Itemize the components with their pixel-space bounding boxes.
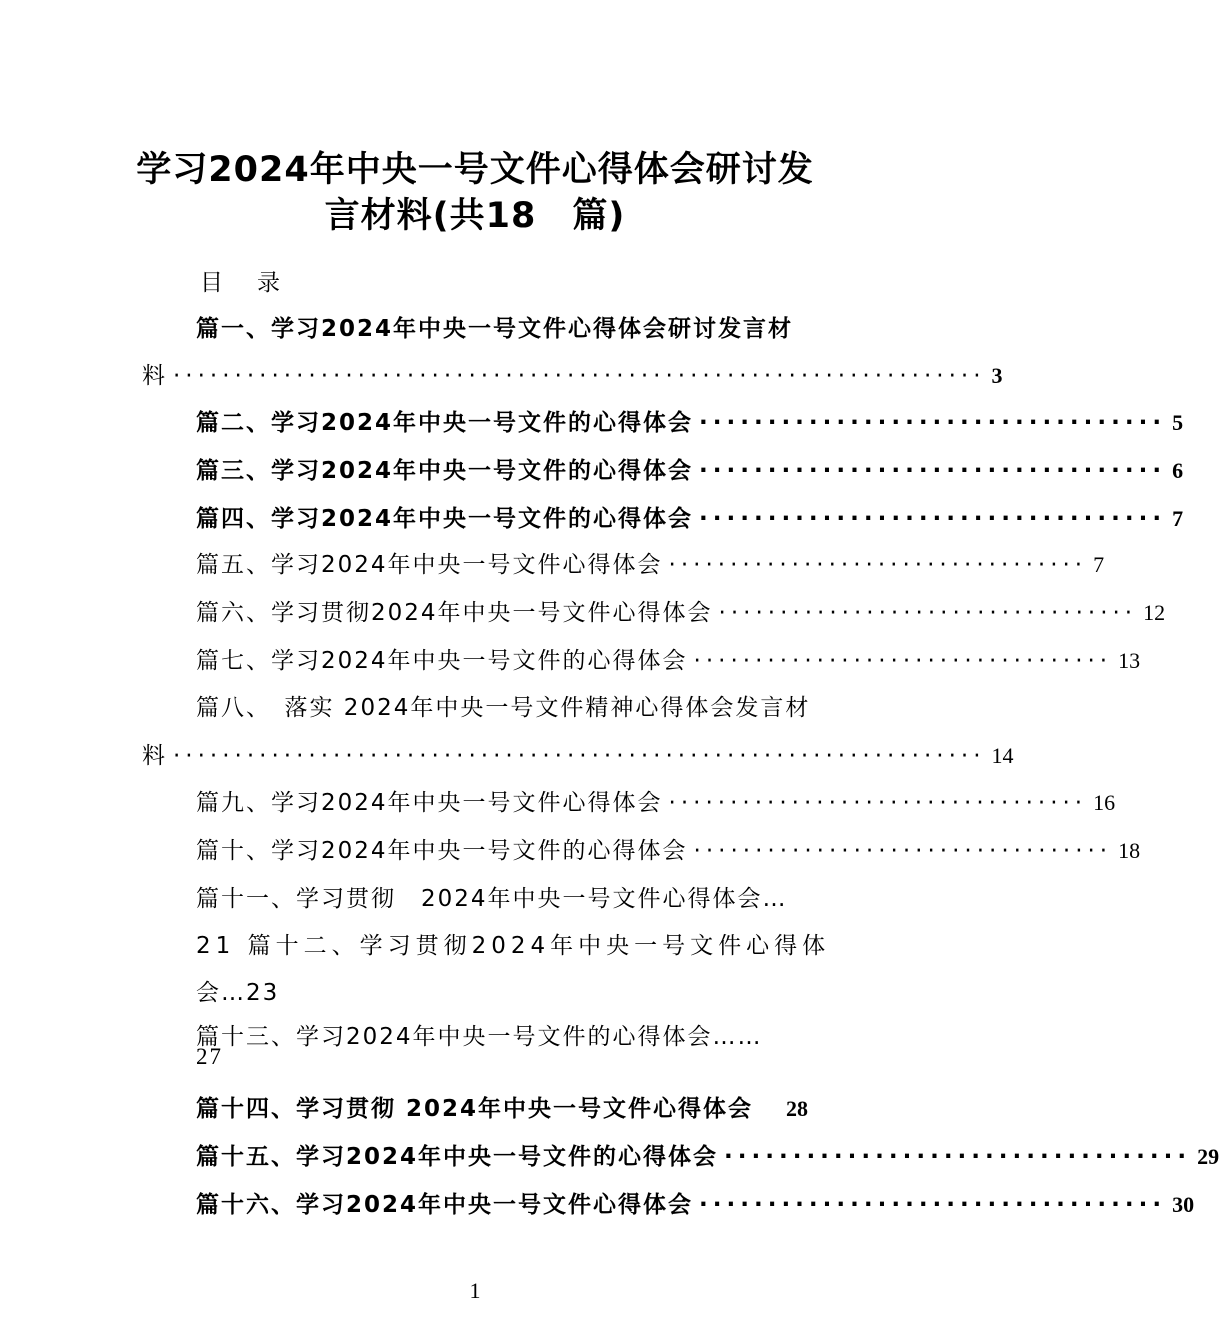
toc-entry-4-title: 篇四、学习2024年中央一号文件的心得体会: [196, 506, 694, 532]
leader-dots: ··································: [668, 790, 1088, 816]
toc-entry-13: 篇十三、学习2024年中央一号文件的心得体会……: [196, 1024, 763, 1050]
toc-entry-1-continued: [142, 357, 1003, 389]
leader-dots: ··································: [693, 838, 1113, 864]
leader-dots: ··································: [699, 506, 1167, 532]
toc-entry-1-title-end: 料: [142, 363, 167, 389]
toc-entry-15: [196, 1138, 1219, 1170]
toc-entry-4-page: 7: [1172, 506, 1184, 531]
toc-entry-12-continued: 会…23: [196, 980, 280, 1006]
toc-entry-10-title: 篇十、学习2024年中央一号文件的心得体会: [196, 838, 688, 864]
toc-entry-14-title: 篇十四、学习贯彻 2024年中央一号文件心得体会: [196, 1096, 754, 1122]
toc-entry-14-page: 28: [786, 1096, 808, 1121]
toc-entry-13-page: 27: [196, 1044, 223, 1069]
toc-entry-5: [196, 546, 1105, 578]
toc-entry-8-title: 篇八、 落实 2024年中央一号文件精神心得体会发言材: [196, 695, 811, 721]
toc-heading: 目录: [200, 270, 314, 296]
toc-entry-2: [196, 404, 1184, 436]
toc-entry-4: [196, 500, 1184, 532]
toc-entry-1-title: 篇一、学习2024年中央一号文件心得体会研讨发言材: [196, 316, 794, 342]
toc-entry-8-page: 14: [991, 743, 1014, 768]
leader-dots: ··································································: [173, 743, 986, 769]
toc-entry-2-page: 5: [1172, 410, 1184, 435]
toc-entry-6: [196, 594, 1166, 626]
toc-entry-15-page: 29: [1197, 1144, 1219, 1169]
leader-dots: ··································: [718, 600, 1138, 626]
toc-entry-3-page: 6: [1172, 458, 1184, 483]
document-title-line-1: 学习2024年中央一号文件心得体会研讨发: [136, 150, 814, 190]
toc-entry-14: [196, 1090, 808, 1122]
toc-entry-9-page: 16: [1093, 790, 1116, 815]
page-number: 1: [469, 1278, 481, 1303]
leader-dots: ··································: [699, 1192, 1167, 1218]
toc-entry-5-title: 篇五、学习2024年中央一号文件心得体会: [196, 552, 663, 578]
toc-entry-6-title: 篇六、学习贯彻2024年中央一号文件心得体会: [196, 600, 713, 626]
toc-entry-6-page: 12: [1143, 600, 1166, 625]
toc-entry-16: [196, 1186, 1195, 1218]
leader-dots: ··································································: [173, 363, 986, 389]
toc-entry-16-title: 篇十六、学习2024年中央一号文件心得体会: [196, 1192, 694, 1218]
toc-entry-15-title: 篇十五、学习2024年中央一号文件的心得体会: [196, 1144, 719, 1170]
toc-entry-8-title-end: 料: [142, 743, 167, 769]
toc-entry-3: [196, 452, 1184, 484]
toc-entry-9-title: 篇九、学习2024年中央一号文件心得体会: [196, 790, 663, 816]
toc-entry-9: [196, 784, 1116, 816]
toc-entry-2-title: 篇二、学习2024年中央一号文件的心得体会: [196, 410, 694, 436]
toc-entry-7-title: 篇七、学习2024年中央一号文件的心得体会: [196, 648, 688, 674]
document-title-line-2: 言材料(共18 篇): [324, 196, 626, 236]
toc-entry-3-title: 篇三、学习2024年中央一号文件的心得体会: [196, 458, 694, 484]
toc-entry-1: [196, 310, 808, 342]
leader-dots: ··································: [668, 552, 1088, 578]
toc-entry-11: 篇十一、学习贯彻 2024年中央一号文件心得体会…: [196, 886, 788, 912]
toc-entry-1-page: 3: [991, 363, 1003, 388]
leader-dots: ··································: [699, 458, 1167, 484]
leader-dots: ··································: [724, 1144, 1192, 1170]
leader-dots: ··································: [699, 410, 1167, 436]
toc-entry-12: 21 篇十二、学习贯彻2024年中央一号文件心得体: [196, 933, 831, 959]
toc-entry-8-continued: [142, 737, 1014, 769]
toc-entry-8: [196, 689, 811, 721]
toc-entry-5-page: 7: [1093, 552, 1105, 577]
toc-entry-7: [196, 642, 1141, 674]
toc-entry-16-page: 30: [1172, 1192, 1195, 1217]
toc-entry-10-page: 18: [1118, 838, 1141, 863]
toc-entry-10: [196, 832, 1141, 864]
leader-dots: ··································: [693, 648, 1113, 674]
toc-entry-7-page: 13: [1118, 648, 1141, 673]
